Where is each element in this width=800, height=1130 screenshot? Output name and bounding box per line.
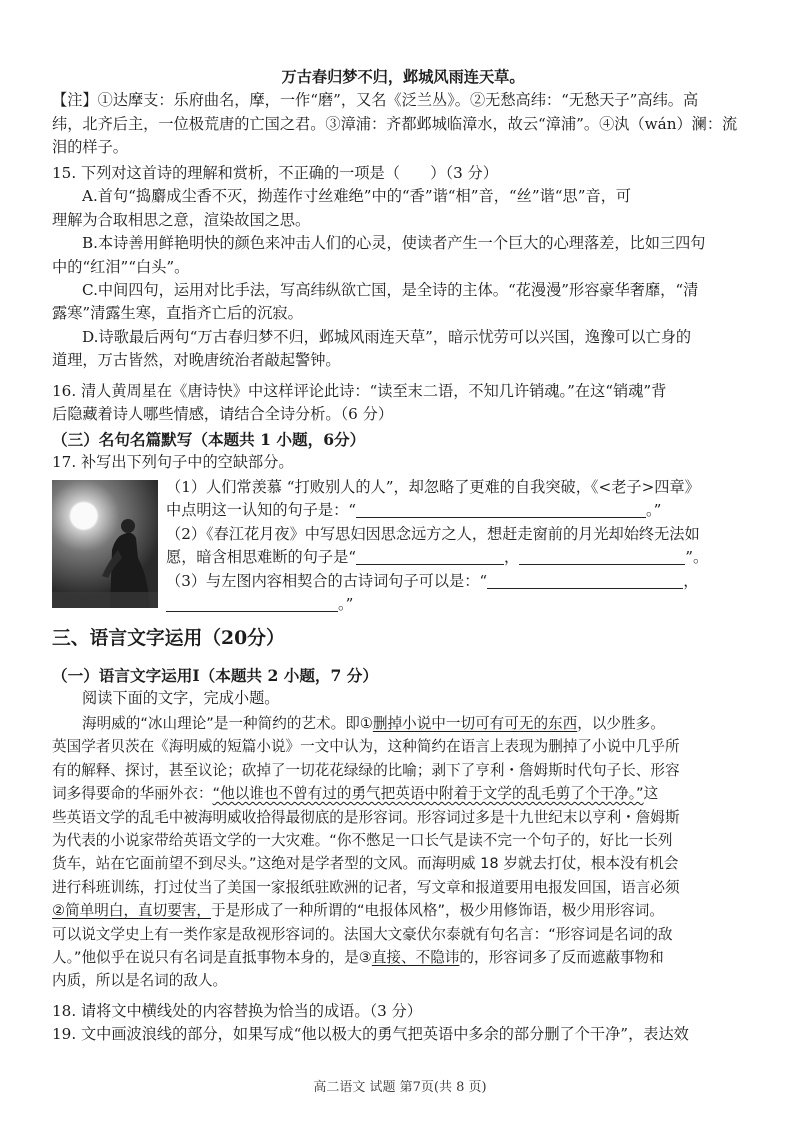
q15-stem: 15. 下列对这首诗的理解和赏析，不正确的一项是（ ）（3 分） — [52, 164, 498, 182]
q17-item-1-answer-blank[interactable] — [356, 501, 646, 518]
q17-item-3-line-2 — [166, 593, 754, 616]
q17-item-2-answer-blank-1[interactable] — [356, 548, 504, 565]
passage-line-1-a: 海明威的“冰山理论”是一种简约的艺术。即① — [82, 715, 373, 732]
q17-item-2-line-1: （2）《春江花月夜》中写思妇因思念远方之人，想赶走窗前的月光却始终无法如 — [166, 524, 700, 543]
q17-item-2-line-2 — [166, 546, 754, 569]
q15-option-b-line-1: B.本诗善用鲜艳明快的颜色来冲击人们的心灵，使读者产生一个巨大的心理落差，比如三四句 — [82, 234, 706, 253]
q17-items — [166, 476, 754, 616]
q15-option-b-line-2: 中的“红泪”“白头”。 — [52, 257, 190, 276]
underlined-phrase-3: 直接、不隐讳 — [371, 949, 460, 967]
q17-stem: 17. 补写出下列句子中的空缺部分。 — [52, 453, 294, 472]
q17-item-1-prefix: 中点明这一认知的句子是：“ — [166, 501, 357, 520]
part-3-heading: 三、语言文字运用（20分） — [52, 627, 285, 649]
poem-last-line: 万古春归梦不归，邺城风雨连天草。 — [281, 68, 525, 86]
q15-option-c-line-2: 露寒”清露生寒，直指齐亡后的沉寂。 — [52, 304, 303, 323]
passage-line-11 — [52, 946, 754, 969]
q17-item-3-prefix: （3）与左图内容相契合的古诗词句子可以是：“ — [166, 571, 488, 590]
passage-line-9 — [52, 899, 754, 922]
passage-line-5: 些英语文学的乱毛中被海明威收拾得最彻底的是形容词。形容词过多是十九世纪末以亨利・詹姆斯 — [52, 808, 680, 826]
wavy-underlined-sentence: “他以谁也不曾有过的勇气把英语中附着于文学的乱毛剪了个干净。” — [212, 785, 644, 803]
passage-line-12: 内质，所以是名词的敌人。 — [52, 972, 228, 990]
passage-line-11-a: 人。”他似乎在说只有名词是直抵事物本身的，是③ — [52, 949, 372, 967]
page-footer: 高二语文 试题 第7页(共 8 页) — [313, 1080, 487, 1095]
passage-line-3: 有的解释、探讨，甚至议论；砍掉了一切花花绿绿的比喻；剥下了亨利・詹姆斯时代句子长、形容 — [52, 761, 680, 779]
passage-line-2: 英国学者贝茨在《海明威的短篇小说》一文中认为，这种简约在语言上表现为删掉了小说中几乎所 — [52, 738, 680, 756]
passage-line-10: 可以说文学史上有一类作家是敌视形容词的。法国大文豪伏尔泰就有句名言：“形容词是名词的敌 — [52, 925, 673, 943]
q15-option-d-line-1: D.诗歌最后两句“万古春归梦不归，邺城风雨连天草”，暗示忧劳可以兴国，逸豫可以亡身的 — [82, 327, 692, 346]
q17-item-2-prefix: 愿，暗含相思难断的句子是“ — [166, 548, 357, 567]
passage-line-6: 为代表的小说家带给英语文学的一大灾难。“你不憋足一口长气是读不完一个句子的，好比一长列 — [52, 832, 673, 850]
passage-line-11-b: 的，形容词多了反而遮蔽事物和 — [459, 949, 664, 967]
underlined-phrase-1: 删掉小说中一切可有可无的东西 — [372, 715, 578, 732]
q17-item-3-line-1 — [166, 570, 754, 593]
questions-18-19 — [52, 1000, 754, 1047]
passage-line-9-b: 于是形成了一种所谓的“电报体风格”，极少用修饰语，极少用形容词。 — [211, 902, 664, 920]
q17-item-1-suffix: 。” — [646, 501, 662, 520]
passage-line-7: 货车，站在它面前望不到尽头。”这绝对是学者型的文风。而海明威 18 岁就去打仗，根本没有机会 — [52, 855, 679, 873]
q17-item-2-separator: ， — [504, 548, 520, 567]
q15-option-a-line-1: A.首句“捣麝成尘香不灭，拗莲作寸丝难绝”中的“香”谐“相”音，“丝”谐“思”音，可 — [82, 187, 632, 206]
q16-line-1: 16. 清人黄周星在《唐诗快》中这样评论此诗：“读至末二语，不知几许销魂。”在这“销魂”背 — [52, 382, 667, 400]
q15-option-a-line-2: 理解为合取相思之意，渲染故国之思。 — [52, 210, 311, 229]
question-19: 19. 文中画波浪线的部分，如果写成“他以极大的勇气把英语中多余的部分删了个干净”，表达效 — [52, 1025, 689, 1044]
note-line-2: 纬，北齐后主，一位极荒唐的亡国之君。③漳浦：齐都邺城临漳水，故云“漳浦”。④汍（wán）澜：流 — [52, 114, 738, 133]
q15-option-d-line-2: 道理，万古皆然，对晚唐统治者敲起警钟。 — [52, 351, 341, 370]
q17-item-1-line-1: （1）人们常羡慕 “打败别人的人”，却忽略了更难的自我突破，《<老子>四章》 — [166, 478, 700, 496]
question-16 — [52, 380, 754, 427]
question-18: 18. 请将文中横线处的内容替换为恰当的成语。（3 分） — [52, 1002, 422, 1020]
reading-passage — [52, 712, 754, 993]
note-line-1: 【注】①达摩支：乐府曲名，摩，一作“磨”，又名《泛兰丛》。②无愁高纬：“无愁天子”高纬。高 — [52, 91, 699, 110]
section-3-block — [52, 428, 754, 475]
passage-line-1-b: ，以少胜多。 — [577, 715, 665, 732]
q17-item-3-answer-blank-2[interactable] — [166, 595, 338, 612]
q17-item-2-answer-blank-2[interactable] — [519, 548, 685, 565]
poem-and-notes — [52, 66, 754, 160]
q17-item-3-separator: ， — [683, 571, 699, 590]
passage-line-1 — [52, 712, 754, 735]
q17-item-2-suffix: ”。 — [685, 548, 709, 567]
moon-figure-illustration — [52, 480, 158, 608]
passage-line-4-b: 这 — [643, 785, 659, 803]
reading-instruction: 阅读下面的文字，完成小题。 — [82, 689, 280, 708]
passage-line-4 — [52, 782, 754, 805]
underlined-phrase-2: ②简单明白，直切要害， — [52, 902, 212, 920]
q17-item-3-suffix: 。” — [338, 595, 354, 614]
passage-line-4-a: 词多得要命的华丽外衣： — [52, 785, 213, 803]
q17-item-1-line-2 — [166, 499, 754, 522]
part-3-block — [52, 624, 754, 652]
sub-1-block — [52, 664, 754, 711]
q17-item-3-answer-blank-1[interactable] — [487, 572, 683, 589]
note-line-3: 泪的样子。 — [52, 138, 128, 157]
sub-1-heading: （一）语言文字运用Ⅰ（本题共 2 小题，7 分） — [52, 666, 378, 685]
q15-option-c-line-1: C.中间四句，运用对比手法，写高纬纵欲亡国，是全诗的主体。“花漫漫”形容豪华奢靡，“清 — [82, 281, 699, 300]
question-15 — [52, 162, 754, 373]
q16-line-2: 后隐藏着诗人哪些情感，请结合全诗分析。（6 分） — [52, 405, 394, 424]
section-3-heading: （三）名句名篇默写（本题共 1 小题，6分） — [52, 430, 366, 449]
moon-figure-image — [52, 480, 158, 608]
passage-line-8: 进行科班训练，打过仗当了美国一家报纸驻欧洲的记者，写文章和报道要用电报发回国，语言必须 — [52, 878, 680, 896]
